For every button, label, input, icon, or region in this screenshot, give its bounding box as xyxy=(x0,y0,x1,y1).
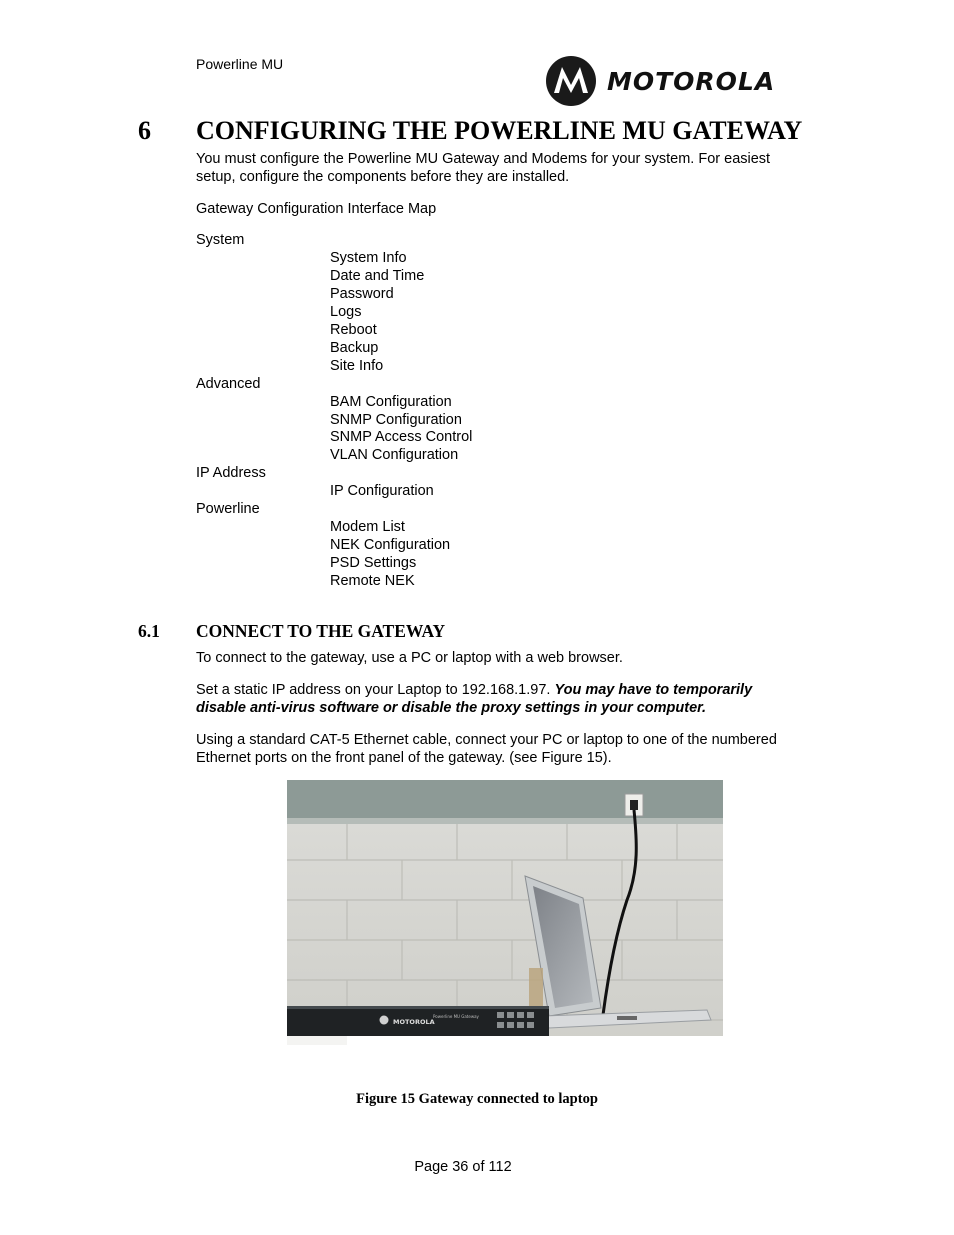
figure-caption: Figure 15 Gateway connected to laptop xyxy=(356,1091,598,1107)
intro-paragraph: You must configure the Powerline MU Gateway and Modems for your system. For easiest setup, configure the components before they are installed. xyxy=(196,151,771,185)
map-item: Logs xyxy=(330,303,362,320)
map-item: SNMP Configuration xyxy=(330,411,462,428)
page-number: Page 36 of 112 xyxy=(414,1159,512,1175)
device-brand-label: MOTOROLA xyxy=(393,1018,435,1026)
map-item: SNMP Access Control xyxy=(330,429,473,446)
brand-wordmark: MOTOROLA xyxy=(607,66,776,96)
map-item: Reboot xyxy=(330,321,377,338)
map-item: PSD Settings xyxy=(330,555,417,572)
map-item: Password xyxy=(330,285,394,302)
map-item: Site Info xyxy=(330,357,384,374)
cable-paragraph: Using a standard CAT-5 Ethernet cable, connect your PC or laptop to one of the numbered Ethernet ports on the front panel of the gateway. (see Figure 15). xyxy=(196,732,777,766)
subsection-title: CONNECT TO THE GATEWAY xyxy=(196,621,446,641)
section-title: CONFIGURING THE POWERLINE MU GATEWAY xyxy=(196,116,803,145)
static-ip-text: Set a static IP address on your Laptop to 192.168.1.97. xyxy=(196,682,555,698)
map-category: Powerline xyxy=(196,501,260,518)
map-item: Modem List xyxy=(330,519,405,536)
brand-logo xyxy=(545,55,775,107)
map-item: Date and Time xyxy=(330,267,425,284)
map-item: System Info xyxy=(330,249,407,266)
antivirus-warning: You may have to temporarily disable anti-virus software or disable the proxy settings in your computer. xyxy=(196,682,753,716)
connect-paragraph: To connect to the gateway, use a PC or laptop with a web browser. xyxy=(196,650,623,666)
map-category: Advanced xyxy=(196,375,261,392)
map-item: Backup xyxy=(330,339,379,356)
device-model-label: Powerline MU Gateway xyxy=(433,1014,479,1019)
map-title: Gateway Configuration Interface Map xyxy=(196,201,437,217)
subsection-number: 6.1 xyxy=(138,621,160,641)
motorola-batwing-icon xyxy=(545,55,597,107)
section-number: 6 xyxy=(138,116,151,145)
gateway-laptop-photo xyxy=(287,780,723,1045)
map-category: System xyxy=(196,232,245,248)
map-item: Remote NEK xyxy=(330,573,415,590)
map-item: IP Configuration xyxy=(330,483,434,500)
map-item: VLAN Configuration xyxy=(330,447,459,464)
static-ip-paragraph xyxy=(196,681,806,717)
header-product-name: Powerline MU xyxy=(196,56,284,72)
map-item: BAM Configuration xyxy=(330,393,452,410)
map-item: NEK Configuration xyxy=(330,537,451,554)
map-category: IP Address xyxy=(196,465,266,482)
